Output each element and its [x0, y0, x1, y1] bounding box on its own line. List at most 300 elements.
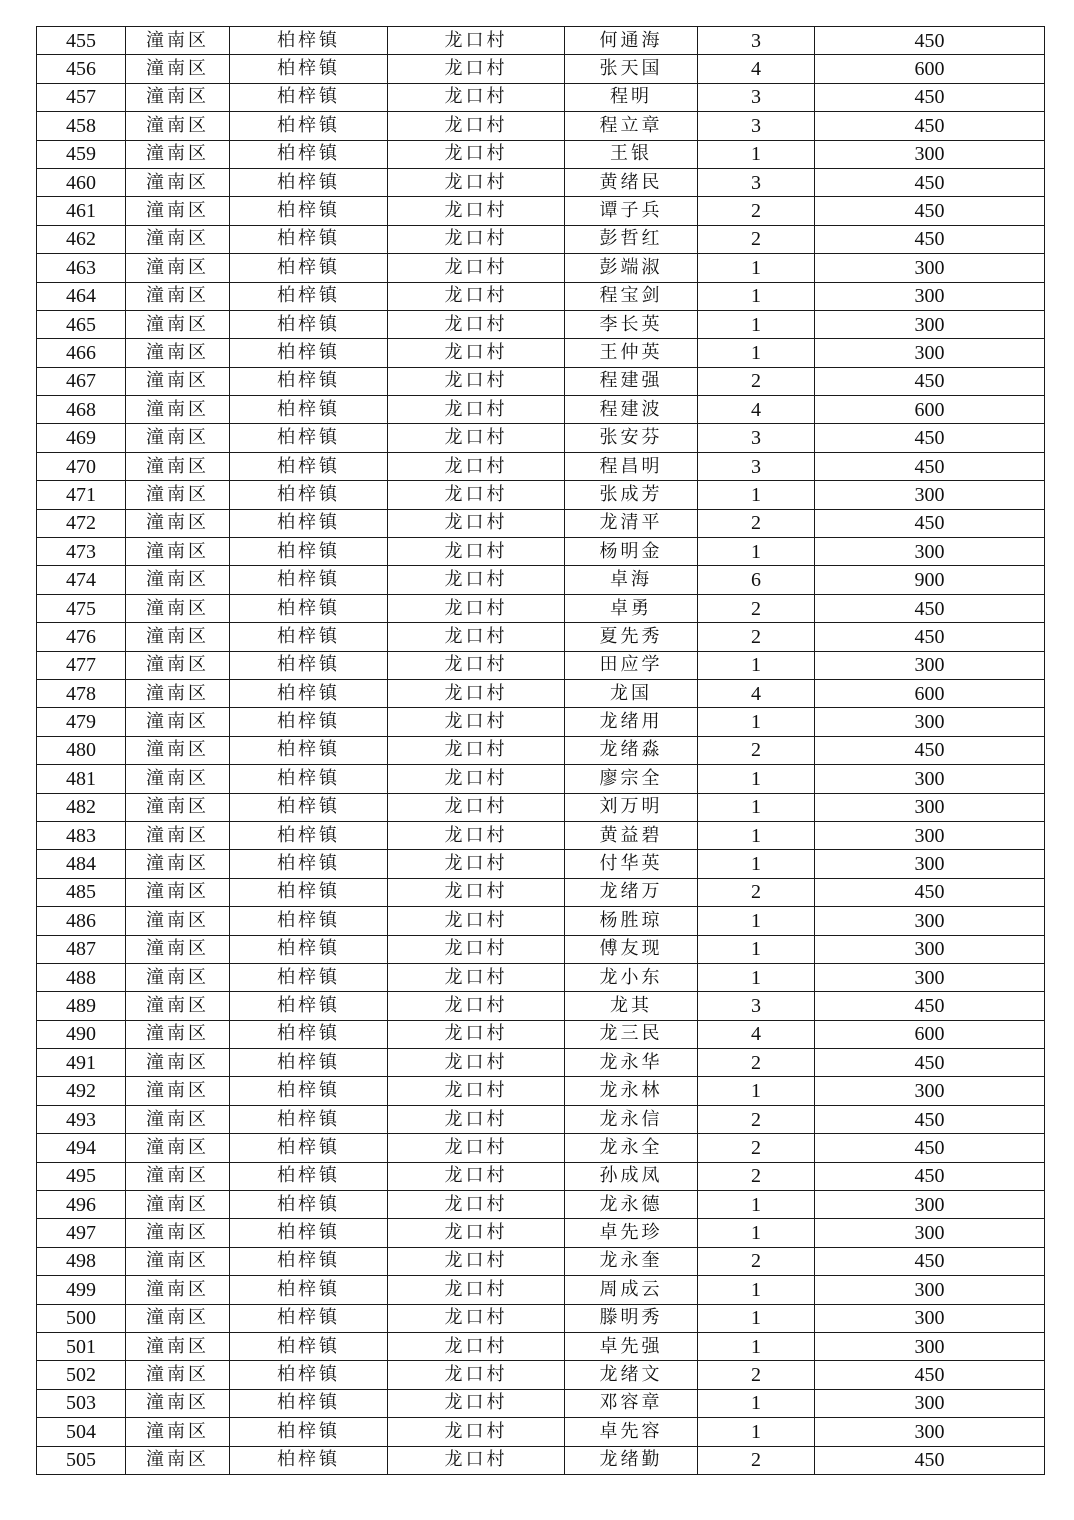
cell-count: 1	[698, 282, 815, 310]
cell-name: 杨明金	[565, 538, 698, 566]
cell-amount: 450	[815, 168, 1045, 196]
table-row	[37, 907, 1045, 935]
cell-village: 龙口村	[388, 963, 565, 991]
cell-amount: 300	[815, 1332, 1045, 1360]
cell-amount: 300	[815, 538, 1045, 566]
cell-village: 龙口村	[388, 594, 565, 622]
cell-count: 3	[698, 452, 815, 480]
cell-count: 1	[698, 1077, 815, 1105]
cell-district: 潼南区	[126, 1105, 230, 1133]
cell-no: 502	[37, 1361, 126, 1389]
cell-village: 龙口村	[388, 27, 565, 55]
cell-town: 柏梓镇	[230, 1247, 388, 1275]
cell-district: 潼南区	[126, 1332, 230, 1360]
cell-name: 龙绪文	[565, 1361, 698, 1389]
cell-count: 2	[698, 1105, 815, 1133]
cell-amount: 300	[815, 339, 1045, 367]
cell-no: 477	[37, 651, 126, 679]
cell-no: 482	[37, 793, 126, 821]
cell-town: 柏梓镇	[230, 1332, 388, 1360]
cell-count: 2	[698, 1361, 815, 1389]
cell-no: 472	[37, 509, 126, 537]
table-row	[37, 140, 1045, 168]
cell-no: 455	[37, 27, 126, 55]
cell-count: 1	[698, 1418, 815, 1446]
cell-amount: 450	[815, 424, 1045, 452]
cell-no: 465	[37, 310, 126, 338]
cell-town: 柏梓镇	[230, 1134, 388, 1162]
cell-name: 程明	[565, 83, 698, 111]
cell-amount: 450	[815, 1105, 1045, 1133]
cell-amount: 450	[815, 509, 1045, 537]
cell-district: 潼南区	[126, 935, 230, 963]
cell-name: 杨胜琼	[565, 907, 698, 935]
cell-no: 457	[37, 83, 126, 111]
cell-town: 柏梓镇	[230, 55, 388, 83]
cell-name: 龙绪万	[565, 878, 698, 906]
cell-town: 柏梓镇	[230, 765, 388, 793]
cell-town: 柏梓镇	[230, 736, 388, 764]
cell-name: 彭哲红	[565, 225, 698, 253]
cell-town: 柏梓镇	[230, 339, 388, 367]
table-row	[37, 424, 1045, 452]
cell-village: 龙口村	[388, 282, 565, 310]
cell-village: 龙口村	[388, 1361, 565, 1389]
cell-name: 夏先秀	[565, 623, 698, 651]
cell-amount: 900	[815, 566, 1045, 594]
table-row	[37, 1361, 1045, 1389]
cell-amount: 300	[815, 907, 1045, 935]
cell-no: 489	[37, 992, 126, 1020]
table-row	[37, 538, 1045, 566]
cell-amount: 300	[815, 140, 1045, 168]
cell-name: 龙清平	[565, 509, 698, 537]
table-row	[37, 821, 1045, 849]
cell-amount: 600	[815, 396, 1045, 424]
cell-count: 2	[698, 736, 815, 764]
cell-village: 龙口村	[388, 254, 565, 282]
table-row	[37, 282, 1045, 310]
table-row	[37, 1332, 1045, 1360]
cell-district: 潼南区	[126, 878, 230, 906]
cell-district: 潼南区	[126, 736, 230, 764]
cell-amount: 300	[815, 651, 1045, 679]
cell-name: 张成芳	[565, 481, 698, 509]
cell-town: 柏梓镇	[230, 140, 388, 168]
cell-name: 邓容章	[565, 1389, 698, 1417]
cell-count: 3	[698, 83, 815, 111]
cell-no: 458	[37, 112, 126, 140]
cell-village: 龙口村	[388, 55, 565, 83]
cell-count: 2	[698, 594, 815, 622]
cell-amount: 300	[815, 963, 1045, 991]
cell-district: 潼南区	[126, 83, 230, 111]
cell-amount: 300	[815, 310, 1045, 338]
cell-name: 程立章	[565, 112, 698, 140]
cell-town: 柏梓镇	[230, 1304, 388, 1332]
cell-town: 柏梓镇	[230, 538, 388, 566]
cell-amount: 300	[815, 765, 1045, 793]
cell-no: 462	[37, 225, 126, 253]
cell-no: 474	[37, 566, 126, 594]
cell-no: 456	[37, 55, 126, 83]
cell-town: 柏梓镇	[230, 1020, 388, 1048]
cell-village: 龙口村	[388, 538, 565, 566]
cell-district: 潼南区	[126, 1162, 230, 1190]
cell-town: 柏梓镇	[230, 992, 388, 1020]
cell-town: 柏梓镇	[230, 708, 388, 736]
cell-district: 潼南区	[126, 396, 230, 424]
cell-district: 潼南区	[126, 594, 230, 622]
table-row	[37, 1191, 1045, 1219]
table-row	[37, 935, 1045, 963]
table-row	[37, 1162, 1045, 1190]
cell-no: 463	[37, 254, 126, 282]
cell-town: 柏梓镇	[230, 83, 388, 111]
cell-town: 柏梓镇	[230, 168, 388, 196]
cell-town: 柏梓镇	[230, 367, 388, 395]
cell-no: 487	[37, 935, 126, 963]
cell-town: 柏梓镇	[230, 282, 388, 310]
cell-town: 柏梓镇	[230, 254, 388, 282]
cell-amount: 450	[815, 225, 1045, 253]
cell-village: 龙口村	[388, 992, 565, 1020]
cell-name: 滕明秀	[565, 1304, 698, 1332]
cell-count: 1	[698, 339, 815, 367]
table-row	[37, 651, 1045, 679]
cell-district: 潼南区	[126, 140, 230, 168]
cell-village: 龙口村	[388, 623, 565, 651]
cell-district: 潼南区	[126, 254, 230, 282]
cell-count: 1	[698, 140, 815, 168]
cell-town: 柏梓镇	[230, 1276, 388, 1304]
cell-amount: 600	[815, 679, 1045, 707]
table-body	[37, 27, 1045, 1475]
cell-district: 潼南区	[126, 708, 230, 736]
cell-amount: 300	[815, 821, 1045, 849]
table-row	[37, 1276, 1045, 1304]
table-row	[37, 254, 1045, 282]
table-row	[37, 736, 1045, 764]
cell-no: 486	[37, 907, 126, 935]
cell-no: 497	[37, 1219, 126, 1247]
cell-amount: 450	[815, 452, 1045, 480]
cell-district: 潼南区	[126, 1276, 230, 1304]
table-row	[37, 594, 1045, 622]
cell-town: 柏梓镇	[230, 878, 388, 906]
cell-name: 龙永奎	[565, 1247, 698, 1275]
cell-district: 潼南区	[126, 1049, 230, 1077]
cell-village: 龙口村	[388, 1162, 565, 1190]
table-row	[37, 963, 1045, 991]
cell-town: 柏梓镇	[230, 1105, 388, 1133]
cell-count: 2	[698, 225, 815, 253]
cell-name: 王仲英	[565, 339, 698, 367]
cell-count: 1	[698, 651, 815, 679]
cell-district: 潼南区	[126, 452, 230, 480]
cell-village: 龙口村	[388, 367, 565, 395]
cell-town: 柏梓镇	[230, 509, 388, 537]
cell-name: 龙绪勤	[565, 1446, 698, 1474]
cell-no: 464	[37, 282, 126, 310]
table-row	[37, 55, 1045, 83]
cell-amount: 300	[815, 1389, 1045, 1417]
cell-district: 潼南区	[126, 1219, 230, 1247]
cell-town: 柏梓镇	[230, 1389, 388, 1417]
cell-no: 490	[37, 1020, 126, 1048]
cell-count: 4	[698, 55, 815, 83]
cell-amount: 450	[815, 83, 1045, 111]
cell-town: 柏梓镇	[230, 1418, 388, 1446]
cell-count: 1	[698, 1191, 815, 1219]
cell-count: 1	[698, 1304, 815, 1332]
cell-count: 1	[698, 1389, 815, 1417]
cell-district: 潼南区	[126, 310, 230, 338]
cell-village: 龙口村	[388, 225, 565, 253]
cell-district: 潼南区	[126, 1389, 230, 1417]
cell-no: 476	[37, 623, 126, 651]
cell-district: 潼南区	[126, 339, 230, 367]
cell-no: 501	[37, 1332, 126, 1360]
table-row	[37, 793, 1045, 821]
cell-village: 龙口村	[388, 1276, 565, 1304]
cell-village: 龙口村	[388, 112, 565, 140]
cell-district: 潼南区	[126, 1077, 230, 1105]
cell-count: 2	[698, 878, 815, 906]
cell-count: 3	[698, 992, 815, 1020]
cell-count: 1	[698, 708, 815, 736]
table-row	[37, 1446, 1045, 1474]
cell-no: 493	[37, 1105, 126, 1133]
table-row	[37, 83, 1045, 111]
cell-no: 485	[37, 878, 126, 906]
cell-name: 龙绪淼	[565, 736, 698, 764]
table-row	[37, 1049, 1045, 1077]
table-row	[37, 1247, 1045, 1275]
cell-village: 龙口村	[388, 850, 565, 878]
cell-no: 500	[37, 1304, 126, 1332]
cell-village: 龙口村	[388, 197, 565, 225]
cell-village: 龙口村	[388, 679, 565, 707]
cell-count: 3	[698, 168, 815, 196]
table-row	[37, 1020, 1045, 1048]
cell-village: 龙口村	[388, 1105, 565, 1133]
cell-count: 4	[698, 396, 815, 424]
cell-count: 1	[698, 935, 815, 963]
cell-district: 潼南区	[126, 225, 230, 253]
cell-village: 龙口村	[388, 83, 565, 111]
cell-no: 468	[37, 396, 126, 424]
cell-village: 龙口村	[388, 821, 565, 849]
cell-name: 刘万明	[565, 793, 698, 821]
cell-village: 龙口村	[388, 481, 565, 509]
cell-village: 龙口村	[388, 310, 565, 338]
cell-name: 龙永德	[565, 1191, 698, 1219]
cell-village: 龙口村	[388, 793, 565, 821]
cell-no: 469	[37, 424, 126, 452]
cell-count: 2	[698, 1247, 815, 1275]
table-row	[37, 1389, 1045, 1417]
table-row	[37, 708, 1045, 736]
cell-district: 潼南区	[126, 1446, 230, 1474]
cell-amount: 300	[815, 1304, 1045, 1332]
subsidy-table	[36, 26, 1045, 1475]
cell-district: 潼南区	[126, 992, 230, 1020]
table-row	[37, 396, 1045, 424]
cell-village: 龙口村	[388, 878, 565, 906]
cell-name: 何通海	[565, 27, 698, 55]
cell-amount: 450	[815, 992, 1045, 1020]
cell-count: 2	[698, 1134, 815, 1162]
cell-district: 潼南区	[126, 907, 230, 935]
cell-district: 潼南区	[126, 168, 230, 196]
cell-village: 龙口村	[388, 1191, 565, 1219]
cell-no: 494	[37, 1134, 126, 1162]
cell-district: 潼南区	[126, 282, 230, 310]
cell-name: 程昌明	[565, 452, 698, 480]
cell-village: 龙口村	[388, 907, 565, 935]
cell-count: 2	[698, 1446, 815, 1474]
cell-no: 473	[37, 538, 126, 566]
cell-name: 孙成凤	[565, 1162, 698, 1190]
cell-name: 王银	[565, 140, 698, 168]
cell-name: 廖宗全	[565, 765, 698, 793]
cell-village: 龙口村	[388, 651, 565, 679]
cell-no: 461	[37, 197, 126, 225]
cell-count: 1	[698, 765, 815, 793]
cell-count: 1	[698, 1332, 815, 1360]
cell-amount: 450	[815, 367, 1045, 395]
cell-town: 柏梓镇	[230, 793, 388, 821]
cell-count: 1	[698, 963, 815, 991]
cell-count: 4	[698, 1020, 815, 1048]
cell-count: 2	[698, 1049, 815, 1077]
cell-name: 田应学	[565, 651, 698, 679]
cell-name: 卓先强	[565, 1332, 698, 1360]
cell-district: 潼南区	[126, 55, 230, 83]
table-row	[37, 850, 1045, 878]
cell-count: 3	[698, 424, 815, 452]
cell-no: 491	[37, 1049, 126, 1077]
table-row	[37, 1134, 1045, 1162]
cell-name: 龙永信	[565, 1105, 698, 1133]
cell-name: 付华英	[565, 850, 698, 878]
cell-district: 潼南区	[126, 1020, 230, 1048]
table-row	[37, 1418, 1045, 1446]
cell-town: 柏梓镇	[230, 850, 388, 878]
cell-amount: 450	[815, 112, 1045, 140]
table-row	[37, 765, 1045, 793]
cell-town: 柏梓镇	[230, 481, 388, 509]
cell-name: 龙其	[565, 992, 698, 1020]
table-row	[37, 197, 1045, 225]
cell-town: 柏梓镇	[230, 225, 388, 253]
cell-count: 1	[698, 793, 815, 821]
cell-amount: 450	[815, 1049, 1045, 1077]
cell-town: 柏梓镇	[230, 963, 388, 991]
table-row	[37, 679, 1045, 707]
cell-no: 504	[37, 1418, 126, 1446]
cell-district: 潼南区	[126, 197, 230, 225]
cell-village: 龙口村	[388, 736, 565, 764]
cell-village: 龙口村	[388, 1020, 565, 1048]
cell-district: 潼南区	[126, 112, 230, 140]
cell-district: 潼南区	[126, 1418, 230, 1446]
cell-amount: 300	[815, 708, 1045, 736]
cell-count: 1	[698, 907, 815, 935]
cell-village: 龙口村	[388, 566, 565, 594]
cell-town: 柏梓镇	[230, 452, 388, 480]
cell-name: 龙小东	[565, 963, 698, 991]
cell-village: 龙口村	[388, 339, 565, 367]
table-row	[37, 992, 1045, 1020]
cell-district: 潼南区	[126, 1191, 230, 1219]
cell-name: 卓先容	[565, 1418, 698, 1446]
cell-amount: 300	[815, 1077, 1045, 1105]
cell-village: 龙口村	[388, 424, 565, 452]
cell-no: 498	[37, 1247, 126, 1275]
table-row	[37, 1219, 1045, 1247]
cell-amount: 300	[815, 850, 1045, 878]
cell-count: 1	[698, 481, 815, 509]
cell-count: 2	[698, 197, 815, 225]
cell-district: 潼南区	[126, 538, 230, 566]
cell-count: 1	[698, 1276, 815, 1304]
cell-town: 柏梓镇	[230, 1162, 388, 1190]
cell-amount: 300	[815, 935, 1045, 963]
table-row	[37, 1304, 1045, 1332]
cell-town: 柏梓镇	[230, 27, 388, 55]
cell-name: 周成云	[565, 1276, 698, 1304]
cell-count: 1	[698, 538, 815, 566]
table-row	[37, 566, 1045, 594]
cell-count: 3	[698, 112, 815, 140]
table-row	[37, 27, 1045, 55]
cell-no: 466	[37, 339, 126, 367]
cell-amount: 450	[815, 1446, 1045, 1474]
cell-village: 龙口村	[388, 1389, 565, 1417]
cell-no: 496	[37, 1191, 126, 1219]
table-row	[37, 623, 1045, 651]
cell-town: 柏梓镇	[230, 1219, 388, 1247]
cell-count: 4	[698, 679, 815, 707]
cell-town: 柏梓镇	[230, 197, 388, 225]
cell-count: 1	[698, 850, 815, 878]
cell-town: 柏梓镇	[230, 935, 388, 963]
cell-district: 潼南区	[126, 367, 230, 395]
cell-village: 龙口村	[388, 1077, 565, 1105]
cell-district: 潼南区	[126, 623, 230, 651]
cell-town: 柏梓镇	[230, 1361, 388, 1389]
cell-amount: 600	[815, 1020, 1045, 1048]
cell-no: 471	[37, 481, 126, 509]
cell-town: 柏梓镇	[230, 907, 388, 935]
cell-amount: 300	[815, 481, 1045, 509]
cell-district: 潼南区	[126, 821, 230, 849]
cell-no: 503	[37, 1389, 126, 1417]
cell-no: 459	[37, 140, 126, 168]
cell-district: 潼南区	[126, 651, 230, 679]
cell-no: 481	[37, 765, 126, 793]
cell-village: 龙口村	[388, 1134, 565, 1162]
table-row	[37, 112, 1045, 140]
cell-name: 黄绪民	[565, 168, 698, 196]
cell-amount: 300	[815, 1276, 1045, 1304]
cell-name: 卓勇	[565, 594, 698, 622]
cell-amount: 300	[815, 1191, 1045, 1219]
cell-count: 2	[698, 1162, 815, 1190]
cell-district: 潼南区	[126, 963, 230, 991]
